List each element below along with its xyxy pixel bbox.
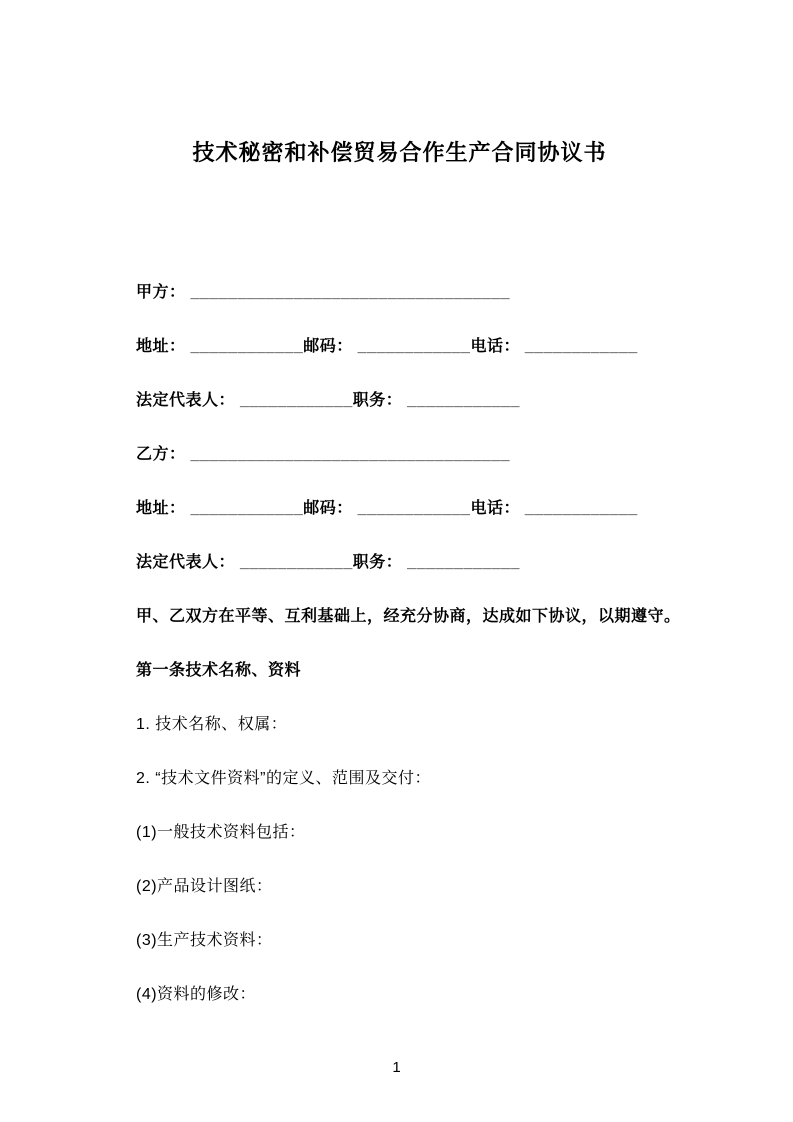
contract-title: 技术秘密和补偿贸易合作生产合同协议书 <box>192 140 607 165</box>
party-b-address-line: 地址： ____________邮码： ____________电话： ____________ <box>136 500 638 517</box>
party-a-representative-line: 法定代表人： ____________职务： ____________ <box>136 392 520 409</box>
clause-2-item-1-line: (1)一般技术资料包括： <box>136 824 306 841</box>
preamble-paragraph: 甲、乙双方在平等、互利基础上，经充分协商，达成如下协议，以期遵守。 <box>136 608 681 625</box>
article-1-heading: 第一条技术名称、资料 <box>136 662 302 679</box>
party-a-address-line: 地址： ____________邮码： ____________电话： ____________ <box>136 338 638 355</box>
party-a-line: 甲方： __________________________________ <box>136 284 510 301</box>
page-number: 1 <box>392 1059 401 1076</box>
clause-2-item-3-line: (3)生产技术资料： <box>136 932 273 949</box>
contract-body <box>136 282 681 1006</box>
clause-2-item-2-line: (2)产品设计图纸： <box>136 878 273 895</box>
clause-2-line: 2. “技术文件资料”的定义、范围及交付： <box>136 770 431 787</box>
clause-2-item-4-line: (4)资料的修改： <box>136 986 257 1003</box>
clause-1-line: 1. 技术名称、权属： <box>136 716 288 733</box>
party-b-representative-line: 法定代表人： ____________职务： ____________ <box>136 554 520 571</box>
party-b-line: 乙方： __________________________________ <box>136 446 510 463</box>
